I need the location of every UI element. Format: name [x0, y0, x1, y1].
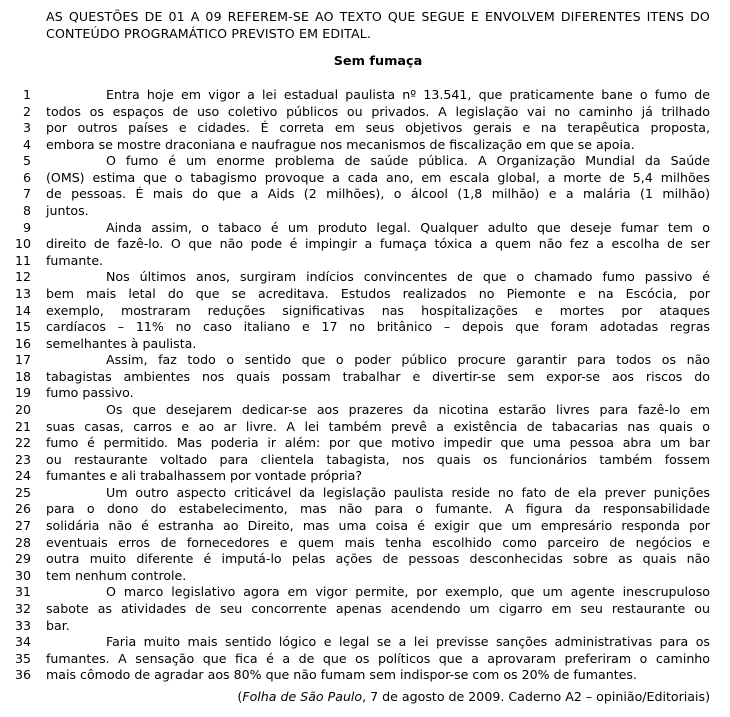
text-line	[0, 319, 730, 336]
text-line	[0, 303, 730, 320]
text-line	[0, 186, 730, 203]
line-text: todos os espaços de uso coletivo públicos ou privados. A legislação vai no caminho já trilhado	[46, 103, 710, 119]
line-number: 18	[14, 368, 31, 384]
line-text: bar.	[46, 617, 70, 633]
line-number: 24	[14, 468, 31, 484]
line-number: 20	[14, 401, 31, 417]
line-number: 26	[14, 501, 31, 517]
source-rest: , 7 de agosto de 2009. Caderno A2 – opinião/Editoriais)	[362, 689, 710, 704]
line-number: 10	[14, 236, 31, 252]
line-text: Nos últimos anos, surgiram indícios convincentes de que o chamado fumo passivo é	[106, 269, 710, 285]
line-text: suas casas, carros e ao ar livre. A lei também prevê a existência de tabacarias nas quais o	[46, 418, 710, 434]
text-line	[0, 634, 730, 651]
line-number: 3	[22, 120, 31, 136]
line-number: 29	[14, 551, 31, 567]
line-text: cardíacos – 11% no caso italiano e 17 no britânico – depois que foram adotadas regras	[46, 319, 710, 335]
exam-instruction-text: AS QUESTÕES DE 01 A 09 REFEREM-SE AO TEXTO QUE SEGUE E ENVOLVEM DIFERENTES ITENS DO CONTEÚDO PROGRAMÁTICO PREVISTO EM EDITAL.	[46, 9, 710, 42]
text-line	[0, 286, 730, 303]
line-text: O marco legislativo agora em vigor permite, por exemplo, que um agente inescrupuloso	[106, 584, 710, 600]
line-number: 23	[14, 451, 31, 467]
line-text: outra muito diferente é imputá-lo pelas ações de pessoas desconhecidas sobre as quais não	[46, 551, 710, 567]
numbered-text-body	[0, 87, 730, 684]
line-text: fumante.	[46, 252, 104, 268]
line-text: Ainda assim, o tabaco é um produto legal. Qualquer adulto que deseje fumar tem o	[106, 219, 710, 235]
text-line	[0, 153, 730, 170]
text-line	[0, 601, 730, 618]
line-number: 32	[14, 600, 31, 616]
line-text: bem mais letal do que se acreditava. Estudos realizados no Piemonte e na Escócia, por	[46, 285, 710, 301]
line-number: 27	[14, 518, 31, 534]
text-line	[0, 518, 730, 535]
text-line	[0, 220, 730, 237]
line-text: Um outro aspecto criticável da legislação paulista reside no fato de ela prever punições	[106, 484, 710, 500]
line-text: O fumo é um enorme problema de saúde pública. A Organização Mundial da Saúde	[106, 153, 710, 169]
line-number: 17	[14, 352, 31, 368]
text-line	[0, 485, 730, 502]
line-text: juntos.	[46, 203, 89, 219]
text-line	[0, 535, 730, 552]
line-text: eventuais erros de fornecedores e quem mais tenha escolhido como parceiro de negócios e	[46, 534, 710, 550]
line-number: 31	[14, 584, 31, 600]
line-number: 16	[14, 335, 31, 351]
text-line	[0, 468, 730, 485]
line-number: 1	[22, 87, 31, 102]
line-text: direito de fazê-lo. O que não pode é impingir a fumaça tóxica a quem não fez a escolha de ser	[46, 236, 710, 252]
text-line	[0, 667, 730, 684]
line-number: 14	[14, 302, 31, 318]
line-text: embora se mostre draconiana e naufrague nos mecanismos de fiscalização em que se apoia.	[46, 136, 635, 152]
source-publication-name: Folha de São Paulo	[242, 689, 363, 704]
line-number: 21	[14, 418, 31, 434]
line-text: mais cômodo de agradar aos 80% que não fumam sem indispor-se com os 20% de fumantes.	[46, 667, 637, 683]
line-text: Os que desejarem dedicar-se aos prazeres da nicotina estarão livres para fazê-lo em	[106, 401, 710, 417]
text-line	[0, 435, 730, 452]
text-line	[0, 618, 730, 635]
text-line	[0, 336, 730, 353]
line-text: para o dono do estabelecimento, mas não para o fumante. A figura da responsabilidade	[46, 501, 710, 517]
line-text: exemplo, mostraram reduções significativas nas hospitalizações e mortes por ataques	[46, 302, 710, 318]
text-line	[0, 452, 730, 469]
line-number: 25	[14, 484, 31, 500]
line-number: 11	[14, 252, 31, 268]
text-line	[0, 568, 730, 585]
text-line	[0, 137, 730, 154]
text-line	[0, 402, 730, 419]
line-number: 35	[14, 650, 31, 666]
line-number: 22	[14, 435, 31, 451]
text-line	[0, 551, 730, 568]
line-text: sabote as atividades de seu concorrente apenas acendendo um cigarro em seu restaurante ou	[46, 600, 710, 616]
line-number: 34	[14, 634, 31, 650]
text-line	[0, 170, 730, 187]
text-line	[0, 651, 730, 668]
line-text: por outros países e cidades. É correta em seus objetivos gerais e na terapêutica proposta,	[46, 120, 710, 136]
text-line	[0, 501, 730, 518]
text-line	[0, 236, 730, 253]
text-title: Sem fumaça	[333, 54, 423, 69]
line-text: fumo é permitido. Mas poderia ir além: por que motivo impedir que uma pessoa abra um bar	[46, 435, 710, 451]
text-line	[0, 352, 730, 369]
line-number: 6	[22, 169, 31, 185]
text-line	[0, 253, 730, 270]
line-text: fumantes. A sensação que fica é a de que os políticos que a aprovaram preferiram o caminho	[46, 650, 710, 666]
source-attribution	[46, 689, 710, 706]
line-number: 12	[14, 269, 31, 285]
line-number: 19	[14, 385, 31, 401]
line-text: tem nenhum controle.	[46, 567, 187, 583]
line-text: solidária não é estranha ao Direito, mas uma coisa é exigir que um empresário responda por	[46, 518, 710, 534]
line-number: 8	[22, 203, 31, 219]
line-number: 13	[14, 285, 31, 301]
text-line	[0, 104, 730, 121]
text-line	[0, 120, 730, 137]
line-number: 36	[14, 667, 31, 683]
text-line	[0, 269, 730, 286]
line-text: ou restaurante voltado para clientela tabagista, nos quais os funcionários também fossem	[46, 451, 710, 467]
line-text: (OMS) estima que o tabagismo provoque a cada ano, em escala global, a morte de 5,4 milhões	[46, 169, 710, 185]
line-text: semelhantes à paulista.	[46, 335, 197, 351]
line-text: Assim, faz todo o sentido que o poder público procure garantir para todos os não	[106, 352, 710, 368]
text-line	[0, 584, 730, 601]
line-number: 33	[14, 617, 31, 633]
line-number: 15	[14, 319, 31, 335]
line-text: fumo passivo.	[46, 385, 134, 401]
line-text: Faria muito mais sentido lógico e legal se a lei previsse sanções administrativas para os	[106, 634, 710, 650]
line-number: 5	[22, 153, 31, 169]
source-open-paren: (	[237, 689, 243, 704]
line-number: 28	[14, 534, 31, 550]
line-text: fumantes e ali trabalhassem por vontade própria?	[46, 468, 363, 484]
line-number: 2	[22, 103, 31, 119]
line-number: 4	[22, 136, 31, 152]
line-number: 7	[22, 186, 31, 202]
text-line	[0, 385, 730, 402]
text-line	[0, 87, 730, 104]
line-text: de pessoas. É mais do que a Aids (2 milhões), o álcool (1,8 milhão) e a malária (1 milhão)	[46, 186, 710, 202]
line-text: Entra hoje em vigor a lei estadual paulista nº 13.541, que praticamente bane o fumo de	[106, 87, 710, 102]
line-number: 30	[14, 567, 31, 583]
line-number: 9	[22, 219, 31, 235]
text-line	[0, 203, 730, 220]
line-text: tabagistas ambientes nos quais possam trabalhar e divertir-se sem expor-se aos riscos do	[46, 368, 710, 384]
text-line	[0, 419, 730, 436]
text-line	[0, 369, 730, 386]
